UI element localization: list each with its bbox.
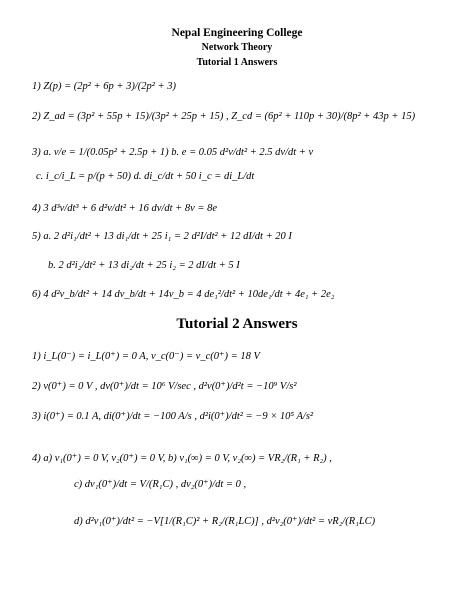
course-title: Network Theory — [201, 42, 273, 53]
tutorial1-heading: Tutorial 1 Answers — [196, 57, 278, 68]
t2-answer-2: 2) v(0⁺) = 0 V , dv(0⁺)/dt = 10⁶ V/sec , d²v(0⁺)/d²t = −10⁹ V/s² — [32, 381, 297, 392]
t1-answer-3ab: 3) a. v/e = 1/(0.05p² + 2.5p + 1) b. e = 0.05 d²v/dt² + 2.5 dv/dt + v — [32, 147, 314, 158]
t1-answer-1: 1) Z(p) = (2p² + 6p + 3)/(2p² + 3) — [32, 81, 176, 92]
college-title: Nepal Engineering College — [171, 27, 303, 39]
t1-answer-5b: b. 2 d²i₂/dt² + 13 di₂/dt + 25 i₂ = 2 dI/dt + 5 I — [48, 260, 240, 271]
t2-answer-4ab: 4) a) v₁(0⁺) = 0 V, v₂(0⁺) = 0 V, b) v₁(∞) = 0 V, v₂(∞) = VR₂/(R₁ + R₂) , — [32, 453, 332, 464]
t2-answer-1: 1) i_L(0⁻) = i_L(0⁺) = 0 A, v_c(0⁻) = v_c(0⁺) = 18 V — [32, 351, 260, 362]
t2-answer-4c: c) dv₁(0⁺)/dt = V/(R₁C) , dv₂(0⁺)/dt = 0 , — [74, 479, 247, 490]
t1-answer-4: 4) 3 d³v/dt³ + 6 d²v/dt² + 16 dv/dt + 8v = 8e — [32, 203, 217, 214]
tutorial2-heading: Tutorial 2 Answers — [176, 316, 298, 332]
t1-answer-2: 2) Z_ad = (3p² + 55p + 15)/(3p² + 25p + 15) , Z_cd = (6p² + 110p + 30)/(8p² + 43p + 15) — [32, 111, 416, 122]
t1-answer-6: 6) 4 d²v_b/dt² + 14 dv_b/dt + 14v_b = 4 de₁²/dt² + 10de₁/dt + 4e₁ + 2e₂ — [32, 289, 335, 300]
t1-answer-5a: 5) a. 2 d²i₁/dt² + 13 di₁/dt + 25 i₁ = 2 d²I/dt² + 12 dI/dt + 20 I — [32, 231, 292, 242]
t1-answer-3cd: c. i_c/i_L = p/(p + 50) d. di_c/dt + 50 i_c = di_L/dt — [36, 171, 255, 182]
t2-answer-3: 3) i(0⁺) = 0.1 A, di(0⁺)/dt = −100 A/s , d²i(0⁺)/dt² = −9 × 10⁵ A/s² — [32, 411, 314, 422]
t2-answer-4d: d) d²v₁(0⁺)/dt² = −V[1/(R₁C)² + R₂/(R₁LC)] , d²v₂(0⁺)/dt² = vR₂/(R₁LC) — [74, 516, 376, 527]
